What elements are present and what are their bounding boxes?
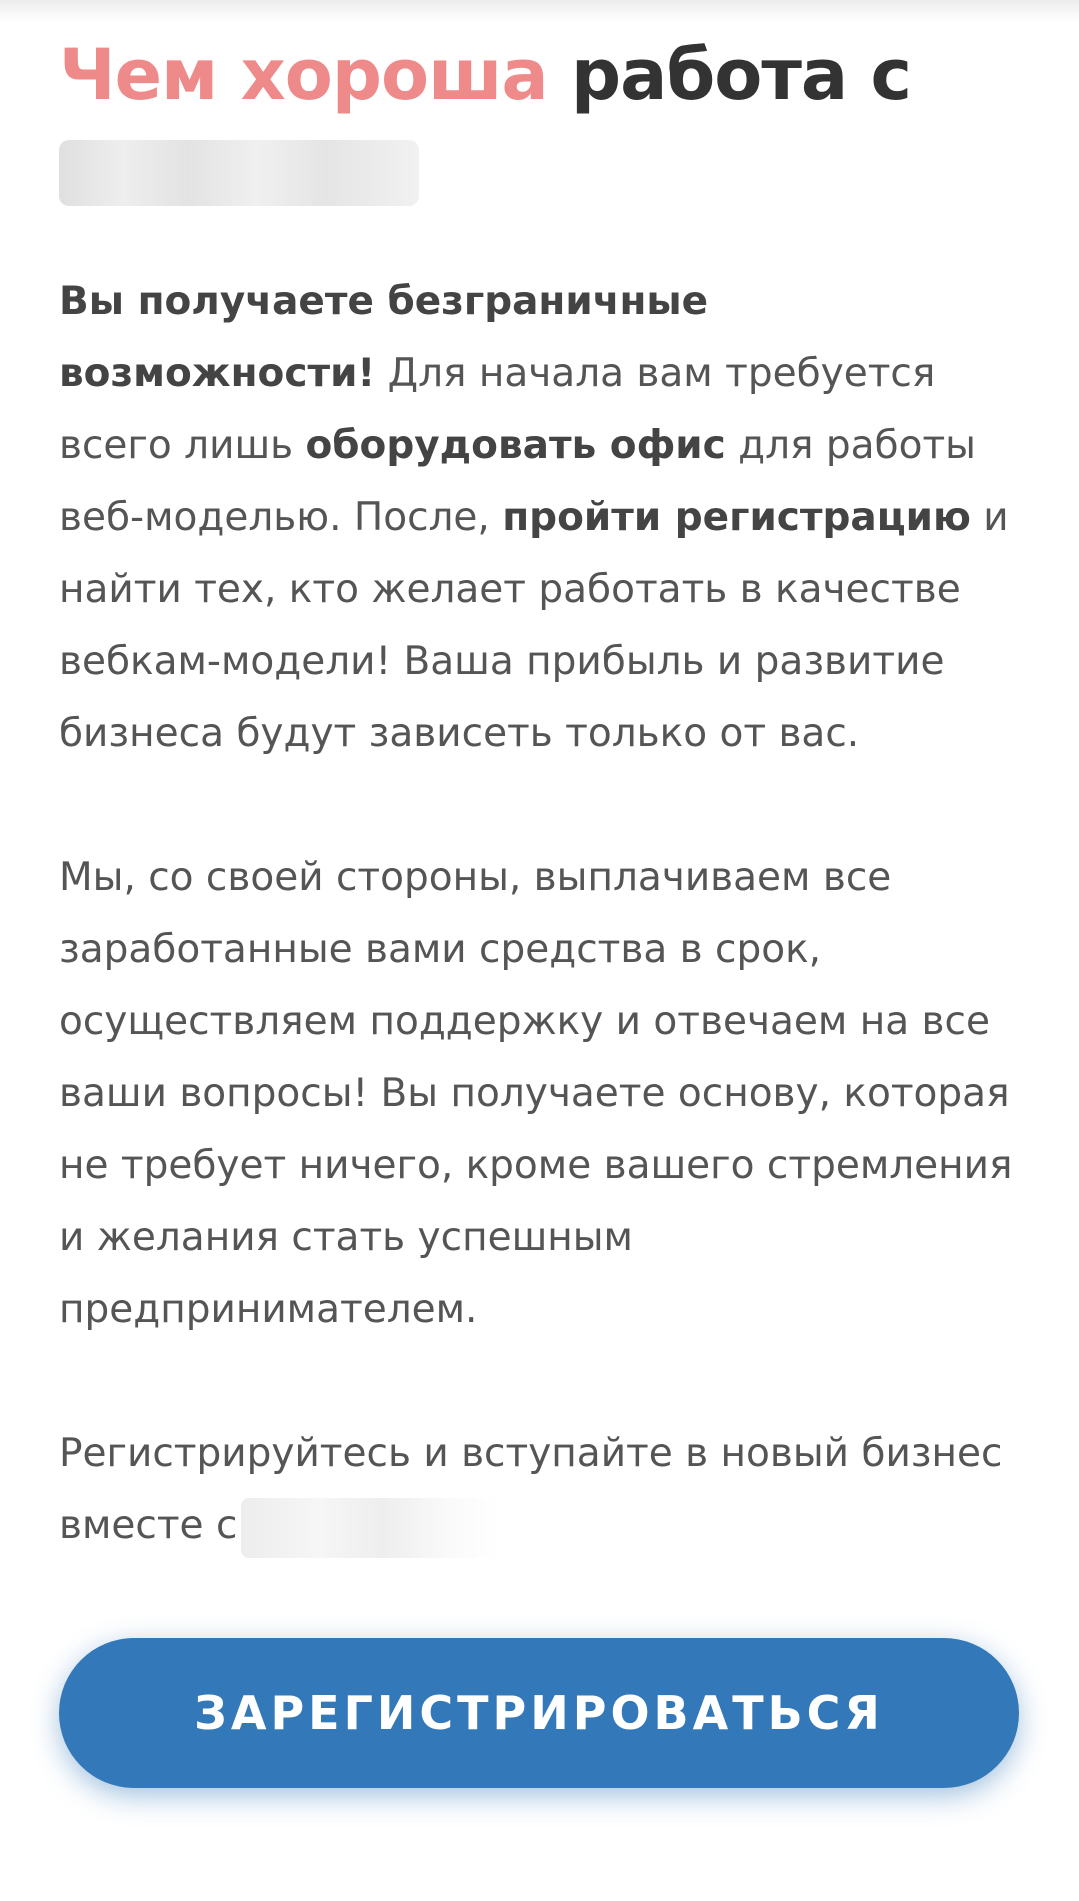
cta-text: Регистрируйтесь и вступайте в новый бизнес вместе с <box>59 1431 1003 1548</box>
redacted-company-name <box>59 140 419 206</box>
register-button-label: ЗАРЕГИСТРИРОВАТЬСЯ <box>194 1686 884 1740</box>
heading-accent: Чем хороша <box>59 34 548 116</box>
intro-text-2: для работы веб-моделью. После, <box>59 423 976 540</box>
intro-text-3: и найти тех, кто желает работать в качестве вебкам-модели! Ваша прибыль и развитие бизнеса будут зависеть только от вас. <box>59 495 1009 756</box>
intro-bold-1: Вы получаете безграничные возможности! <box>59 279 709 396</box>
register-button[interactable] <box>59 1638 1019 1788</box>
intro-bold-3: пройти регистрацию <box>502 495 971 540</box>
redacted-inline-name <box>241 1498 501 1558</box>
intro-text-1: Для начала вам требуется всего лишь <box>59 351 936 468</box>
section-heading <box>59 28 1029 122</box>
intro-bold-2: оборудовать офис <box>305 423 726 468</box>
paragraph-support: Мы, со своей стороны, выплачиваем все заработанные вами средства в срок, осуществляем поддержку и отвечаем на все ваши вопросы! Вы получаете основу, которая не требует ничего, кроме вашего стремления и желания стать успешным предпринимателем. <box>59 855 1013 1332</box>
paragraph-cta-text <box>59 1418 1019 1562</box>
paragraph-intro <box>59 266 1019 770</box>
top-shadow <box>0 0 1079 22</box>
heading-rest: работа с <box>571 34 912 116</box>
